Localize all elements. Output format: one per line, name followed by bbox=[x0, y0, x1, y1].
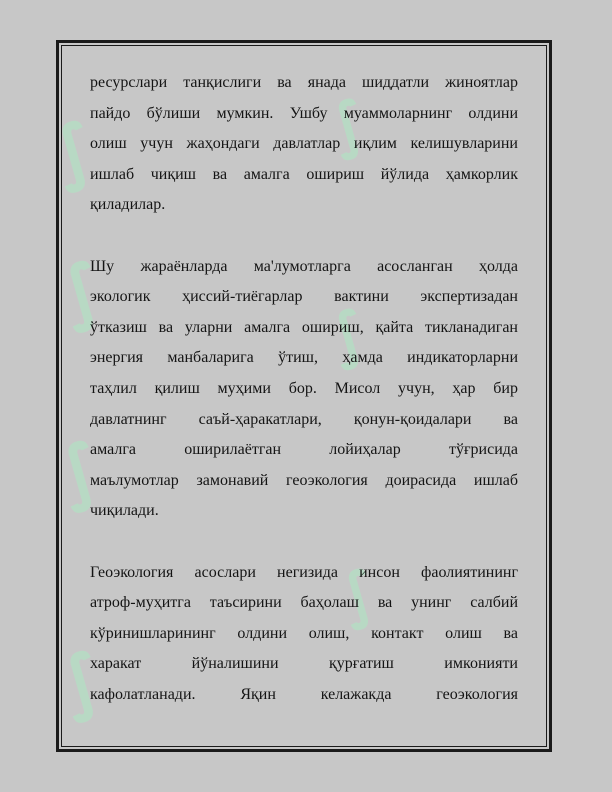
text-line: қиладилар. bbox=[90, 196, 166, 214]
watermark-icon: ∫ bbox=[319, 295, 378, 375]
text-line: энергия манбаларига ўтиш, ҳамда индикаторларни bbox=[90, 349, 518, 367]
watermark-icon: ∫ bbox=[329, 555, 388, 635]
text-line: чиқилади. bbox=[90, 502, 159, 520]
text-line: Шу жараёнларда ма'лумотларга асосланган ҳолда bbox=[90, 257, 518, 275]
watermark-icon: ∫ bbox=[47, 635, 116, 727]
text-line: олиш учун жаҳондаги давлатлар иқлим келишувларини bbox=[90, 135, 518, 153]
text-line: пайдо бўлиши мумкин. Ушбу муаммоларнинг олдини bbox=[90, 104, 518, 122]
text-line: маълумотлар замонавий геоэкология доирасида ишлаб bbox=[90, 471, 518, 489]
text-line: Геоэкология асослари негизида инсон фаолиятининг bbox=[90, 563, 518, 581]
document-body bbox=[90, 68, 518, 741]
text-line: атроф-муҳитга таъсирини баҳолаш ва унинг салбий bbox=[90, 594, 518, 612]
text-line: таҳлил қилиш муҳими бор. Мисол учун, ҳар бир bbox=[90, 379, 518, 397]
watermark-icon: ∫ bbox=[45, 425, 114, 517]
text-line: амалга оширилаётган лойиҳалар тўғрисида bbox=[90, 441, 518, 459]
watermark-icon: ∫ bbox=[39, 105, 108, 197]
text-line: ўтказиш ва уларни амалга ошириш, қайта тикланадиган bbox=[90, 318, 518, 336]
text-line: давлатнинг саъй-ҳаракатлари, қонун-қоидалари ва bbox=[90, 410, 518, 428]
text-line: кафолатланади. Яқин келажакда геоэкология bbox=[90, 685, 518, 703]
paragraph-2 bbox=[90, 252, 518, 527]
text-line: кўринишларининг олдини олиш, контакт олиш ва bbox=[90, 624, 518, 642]
text-line: экологик ҳиссий-тиёгарлар вактини экспертизадан bbox=[90, 288, 518, 306]
watermark-icon: ∫ bbox=[319, 85, 378, 165]
text-line: ишлаб чиқиш ва амалга ошириш йўлида ҳамкорлик bbox=[90, 165, 518, 183]
paragraph-3 bbox=[90, 555, 518, 711]
watermark-icon: ∫ bbox=[47, 245, 116, 337]
text-line: ресурслари танқислиги ва янада шиддатли жиноятлар bbox=[90, 74, 518, 91]
text-line: харакат йўналишини қурғатиш имконияти bbox=[90, 655, 518, 673]
paragraph-1 bbox=[90, 68, 518, 221]
